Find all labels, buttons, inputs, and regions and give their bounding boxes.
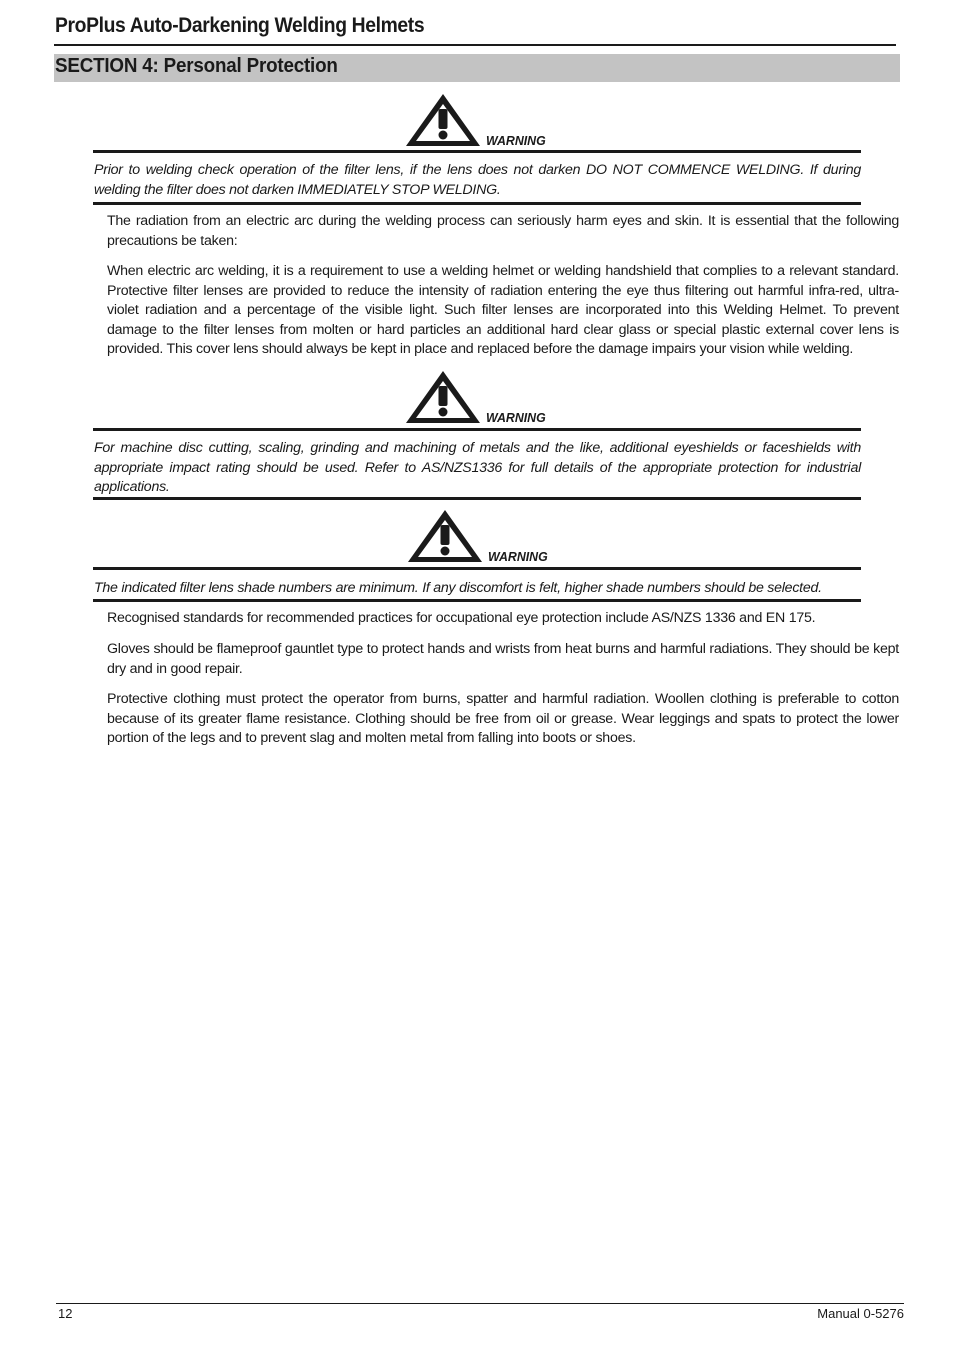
section-bar xyxy=(54,54,900,82)
warning-text: The indicated filter lens shade numbers are minimum. If any discomfort is felt, higher shade numbers should be selected. xyxy=(94,580,822,596)
footer-rule xyxy=(56,1303,904,1304)
body-paragraph: The radiation from an electric arc during the welding process can seriously harm eyes and skin. It is essential that the following precautions be taken: xyxy=(107,213,899,249)
page-number: 12 xyxy=(58,1306,73,1321)
warning-rule-top xyxy=(93,567,861,570)
warning-label: WARNING xyxy=(488,549,548,564)
warning-text: For machine disc cutting, scaling, grinding and machining of metals and the like, additional eyeshields or faceshields with appropriate impact rating should be used. Refer to AS/NZS1336 for full details of the appropriate protection for industrial applications. xyxy=(94,440,861,495)
warning-label: WARNING xyxy=(486,410,546,425)
manual-number: Manual 0-5276 xyxy=(817,1306,904,1321)
warning-rule-bottom xyxy=(93,599,861,602)
warning-rule-top xyxy=(93,428,861,431)
warning-triangle-icon xyxy=(404,92,482,148)
warning-triangle-icon xyxy=(406,508,484,564)
warning-rule-bottom xyxy=(93,497,861,500)
warning-label: WARNING xyxy=(486,133,546,148)
body-paragraph: Recognised standards for recommended practices for occupational eye protection include AS/NZS 1336 and EN 175. xyxy=(107,610,816,626)
body-paragraph: When electric arc welding, it is a requirement to use a welding helmet or welding handshield that complies to a relevant standard. Protective filter lenses are provided to reduce the intensity of radiation entering the eye thus filtering out harmful infra-red, ultra-violet radiation and a percentage of the visible light. Such filter lenses are incorporated into this Welding Helmet. To prevent damage to the filter lenses from molten or hard particles an additional hard clear glass or special plastic external cover lens is provided. This cover lens should always be kept in place and replaced before the damage impairs your vision while welding. xyxy=(107,263,899,357)
document-title: ProPlus Auto-Darkening Welding Helmets xyxy=(55,14,425,37)
body-paragraph: Protective clothing must protect the operator from burns, spatter and harmful radiation. Woollen clothing is preferable to cotton because of its greater flame resistance. Clothing should be free from oil or grease. Wear leggings and spats to protect the lower portion of the legs and to prevent slag and molten metal from falling into boots or shoes. xyxy=(107,691,899,746)
warning-rule-top xyxy=(93,150,861,153)
section-title: SECTION 4: Personal Protection xyxy=(55,55,338,77)
warning-rule-bottom xyxy=(93,202,861,205)
warning-text: Prior to welding check operation of the filter lens, if the lens does not darken DO NOT COMMENCE WELDING. If during welding the filter does not darken IMMEDIATELY STOP WELDING. xyxy=(94,162,861,198)
title-rule xyxy=(54,44,896,46)
body-paragraph: Gloves should be flameproof gauntlet type to protect hands and wrists from heat burns and harmful radiations. They should be kept dry and in good repair. xyxy=(107,641,899,677)
warning-triangle-icon xyxy=(404,369,482,425)
